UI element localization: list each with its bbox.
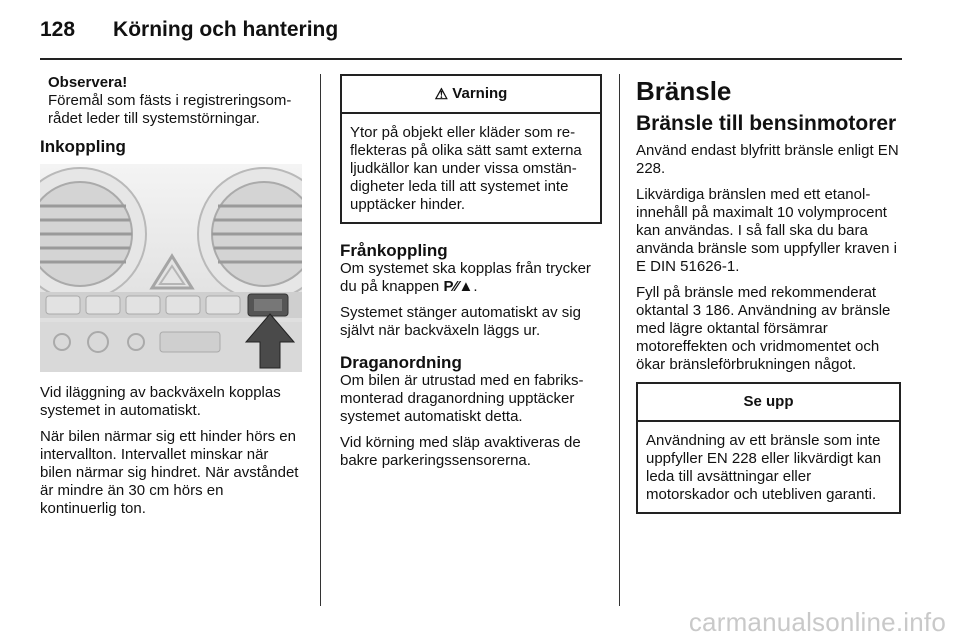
page-reference-link[interactable]: 3 186	[692, 302, 731, 319]
caution-title: Se upp	[638, 384, 899, 422]
warning-text: Ytor på objekt eller kläder som reflekteras på olika sätt samt externa ljudkällor kan under vissa omständigheter leda till att systemet inte upptäcker hinder.	[350, 124, 582, 213]
warning-title: Varning	[452, 85, 508, 102]
paragraph-bransle-1: Använd endast blyfritt bränsle enligt EN 228.	[636, 142, 899, 177]
header-rule	[40, 58, 902, 60]
dashboard-button-illustration	[40, 164, 302, 372]
heading-bransle: Bränsle	[636, 76, 732, 106]
column-2	[340, 74, 602, 478]
note-text: Föremål som fästs i registreringsområdet leder till systemstörningar.	[48, 92, 292, 127]
watermark: carmanualsonline.info	[688, 607, 946, 637]
column-1	[40, 74, 302, 526]
warning-header	[342, 76, 600, 114]
paragraph-frankoppling-1	[340, 260, 602, 296]
paragraph-inkoppling-2: När bilen närmar sig ett hinder hörs en intervallton. Intervallet minskar när bilen närmar sig hindret. När avståndet är mindre än 30 cm hörs en kontinuerlig ton.	[40, 428, 299, 517]
chapter-title: Körning och hantering	[113, 18, 339, 41]
paragraph-bransle-2: Likvärdiga bränslen med ett etanolinnehåll på maximalt 10 volymprocent kan användas. I så fall ska du bara använda bränsle som uppfyller kraven i E DIN 51626-1.	[636, 186, 897, 275]
bransle-3-text-a: Fyll på bränsle med rekommenderat oktantal	[636, 284, 877, 319]
column-divider-1	[320, 74, 321, 606]
heading-frankoppling: Frånkoppling	[340, 241, 448, 260]
frankoppling-text-a: Om systemet ska kopplas från trycker du på knappen	[340, 260, 591, 295]
page-number: 128	[40, 18, 76, 41]
paragraph-drag-1: Om bilen är utrustad med en fabriksmonterad draganordning upptäcker systemet automatiskt detta.	[340, 372, 584, 425]
bransle-3-text-b: . Användning av bränsle med lägre oktantal försämrar motoreffekten och vridmomentet och ökar bränsleförbrukningen något.	[636, 302, 891, 373]
caution-box	[636, 382, 901, 514]
caution-text: Användning av ett bränsle som inte uppfyller EN 228 eller likvärdigt kan leda till avsättningar eller motorskador och utebliven garanti.	[646, 432, 882, 503]
paragraph-inkoppling-1: Vid iläggning av backväxeln kopplas systemet in automatiskt.	[40, 384, 281, 419]
column-divider-2	[619, 74, 620, 606]
note-title: Observera!	[48, 74, 128, 91]
park-pilot-button-icon: P⁄⁄▲	[443, 278, 474, 295]
paragraph-bransle-3	[636, 284, 901, 374]
paragraph-drag-2: Vid körning med släp avaktiveras de bakre parkeringssensorerna.	[340, 434, 581, 469]
page-header	[40, 18, 338, 42]
note-block	[48, 74, 302, 128]
heading-draganordning: Draganordning	[340, 353, 462, 372]
heading-inkoppling: Inkoppling	[40, 137, 126, 156]
column-3	[636, 74, 901, 514]
paragraph-frankoppling-2: Systemet stänger automatiskt av sig självt när backväxeln läggs ur.	[340, 304, 581, 339]
heading-bensinmotorer: Bränsle till bensinmotorer	[636, 112, 897, 135]
warning-box	[340, 74, 602, 224]
warning-icon: ⚠	[434, 86, 449, 103]
frankoppling-text-b: .	[473, 278, 478, 295]
